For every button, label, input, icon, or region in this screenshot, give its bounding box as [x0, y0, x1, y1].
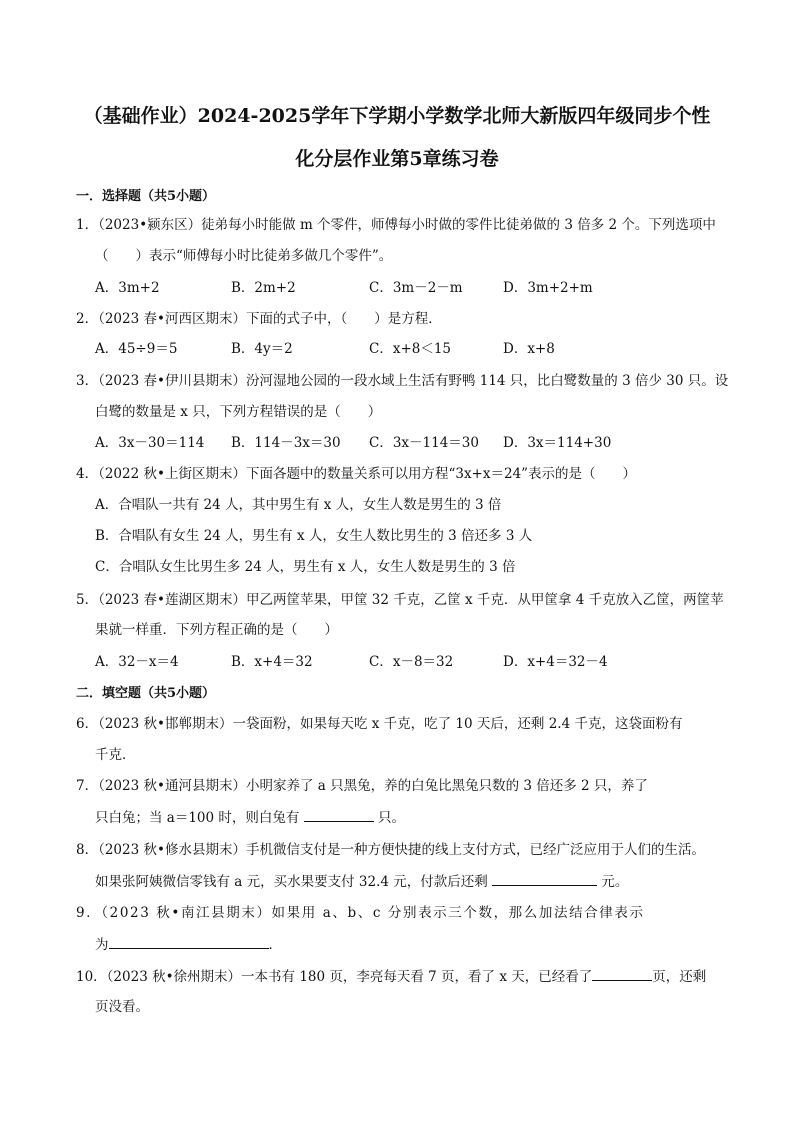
section-heading-fill: 二．填空题（共5小题） [76, 686, 216, 701]
q3-line2: 白鹭的数量是 x 只，下列方程错误的是（ ） [95, 404, 382, 420]
q8-text-c: 元。 [601, 874, 629, 890]
q10-text-a: 10．（2023 秋•徐州期末）一本书有 180 页，李亮每天看 7 页，看了 x 天，已经看了 [76, 969, 593, 985]
doc-title-line1: （基础作业）2024-2025学年下学期小学数学北师大新版四年级同步个性 [83, 105, 711, 127]
q8-line2 [95, 871, 628, 892]
q3-options [95, 433, 695, 453]
q10-text-b: 页，还剩 [652, 969, 707, 985]
q3-option-d: D．3x＝114+30 [503, 435, 612, 451]
q1-option-c: C．3m－2－m [369, 280, 463, 296]
q2-line1: 2．（2023 春•河西区期末）下面的式子中，（ ）是方程． [76, 311, 442, 327]
doc-title-line2: 化分层作业第5章练习卷 [295, 148, 499, 170]
q1-option-a: A．3m+2 [95, 280, 160, 296]
q5-option-d: D．x+4＝32－4 [503, 654, 608, 670]
q1-option-b: B．2m+2 [231, 280, 296, 296]
q7-text-b: 只白兔；当 a＝100 时，则白兔有 [95, 810, 300, 826]
q5-option-b: B．x+4＝32 [231, 654, 313, 670]
q7-answer-blank[interactable] [304, 807, 374, 822]
q9-answer-blank[interactable] [109, 934, 269, 949]
q2-option-c: C．x+8＜15 [369, 341, 452, 357]
q3-option-c: C．3x－114＝30 [369, 435, 479, 451]
q5-options [95, 652, 695, 672]
q1-option-d: D．3m+2+m [503, 280, 593, 296]
q2-option-b: B．4y＝2 [231, 341, 293, 357]
q8-text-b: 如果张阿姨微信零钱有 a 元，买水果要支付 32.4 元，付款后还剩 [95, 874, 488, 890]
section-heading-choice: 一．选择题（共5小题） [76, 189, 216, 204]
q5-option-a: A．32－x＝4 [95, 654, 179, 670]
q7-line2 [95, 807, 405, 828]
q1-line2: （ ）表示“师傅每小时比徒弟多做几个零件”。 [95, 248, 393, 264]
q2-option-a: A．45÷9＝5 [95, 341, 178, 357]
q4-option-b: B．合唱队有女生 24 人，男生有 x 人，女生人数比男生的 3 倍还多 3 人 [95, 528, 533, 544]
q9-line1: 9．（2023 秋•南江县期末）如果用 a、b、c 分别表示三个数，那么加法结合律表示 [76, 905, 645, 921]
q10-answer-blank-1[interactable] [592, 966, 652, 981]
q4-option-a: A．合唱队一共有 24 人，其中男生有 x 人，女生人数是男生的 3 倍 [95, 497, 502, 513]
q2-options [95, 339, 695, 359]
q9-text-b: 为 [95, 937, 109, 953]
q1-line1: 1．（2023•颍东区）徒弟每小时能做 m 个零件，师傅每小时做的零件比徒弟做的 3 倍多 2 个。下列选项中 [76, 217, 716, 233]
q3-line1: 3．（2023 春•伊川县期末）汾河湿地公园的一段水域上生活有野鸭 114 只，比白鹭数量的 3 倍少 30 只。设 [76, 373, 729, 389]
q9-line2 [95, 934, 282, 955]
q7-line1: 7．（2023 秋•通河县期末）小明家养了 a 只黑兔，养的白兔比黑兔只数的 3 倍还多 2 只，养了 [76, 778, 648, 794]
q2-option-d: D．x+8 [503, 341, 555, 357]
q6-line1: 6．（2023 秋•邯郸期末）一袋面粉，如果每天吃 x 千克，吃了 10 天后，还剩 2.4 千克，这袋面粉有 [76, 716, 683, 732]
q10-line1 [76, 966, 706, 987]
q5-line2: 果就一样重．下列方程正确的是（ ） [95, 622, 338, 638]
q5-line1: 5．（2023 春•莲湖区期末）甲乙两筐苹果，甲筐 32 千克，乙筐 x 千克．从甲筐拿 4 千克放入乙筐，两筐苹 [76, 592, 724, 608]
q4-line1: 4．（2022 秋•上街区期末）下面各题中的数量关系可以用方程“3x+x＝24”表示的是（ ） [76, 466, 637, 482]
q1-options [95, 278, 695, 298]
q5-option-c: C．x－8＝32 [369, 654, 454, 670]
q7-text-c: 只。 [378, 810, 405, 826]
q3-option-b: B．114－3x＝30 [231, 435, 341, 451]
q9-text-c: ． [268, 937, 282, 953]
q10-line2: 页没看。 [95, 999, 149, 1015]
q8-line1: 8．（2023 秋•修水县期末）手机微信支付是一种方便快捷的线上支付方式，已经广泛应用于人们的生活。 [76, 842, 705, 858]
q3-option-a: A．3x－30＝114 [95, 435, 205, 451]
q6-line2: 千克． [95, 747, 136, 763]
q8-answer-blank[interactable] [492, 871, 597, 886]
q4-option-c: C．合唱队女生比男生多 24 人，男生有 x 人，女生人数是男生的 3 倍 [95, 559, 516, 575]
